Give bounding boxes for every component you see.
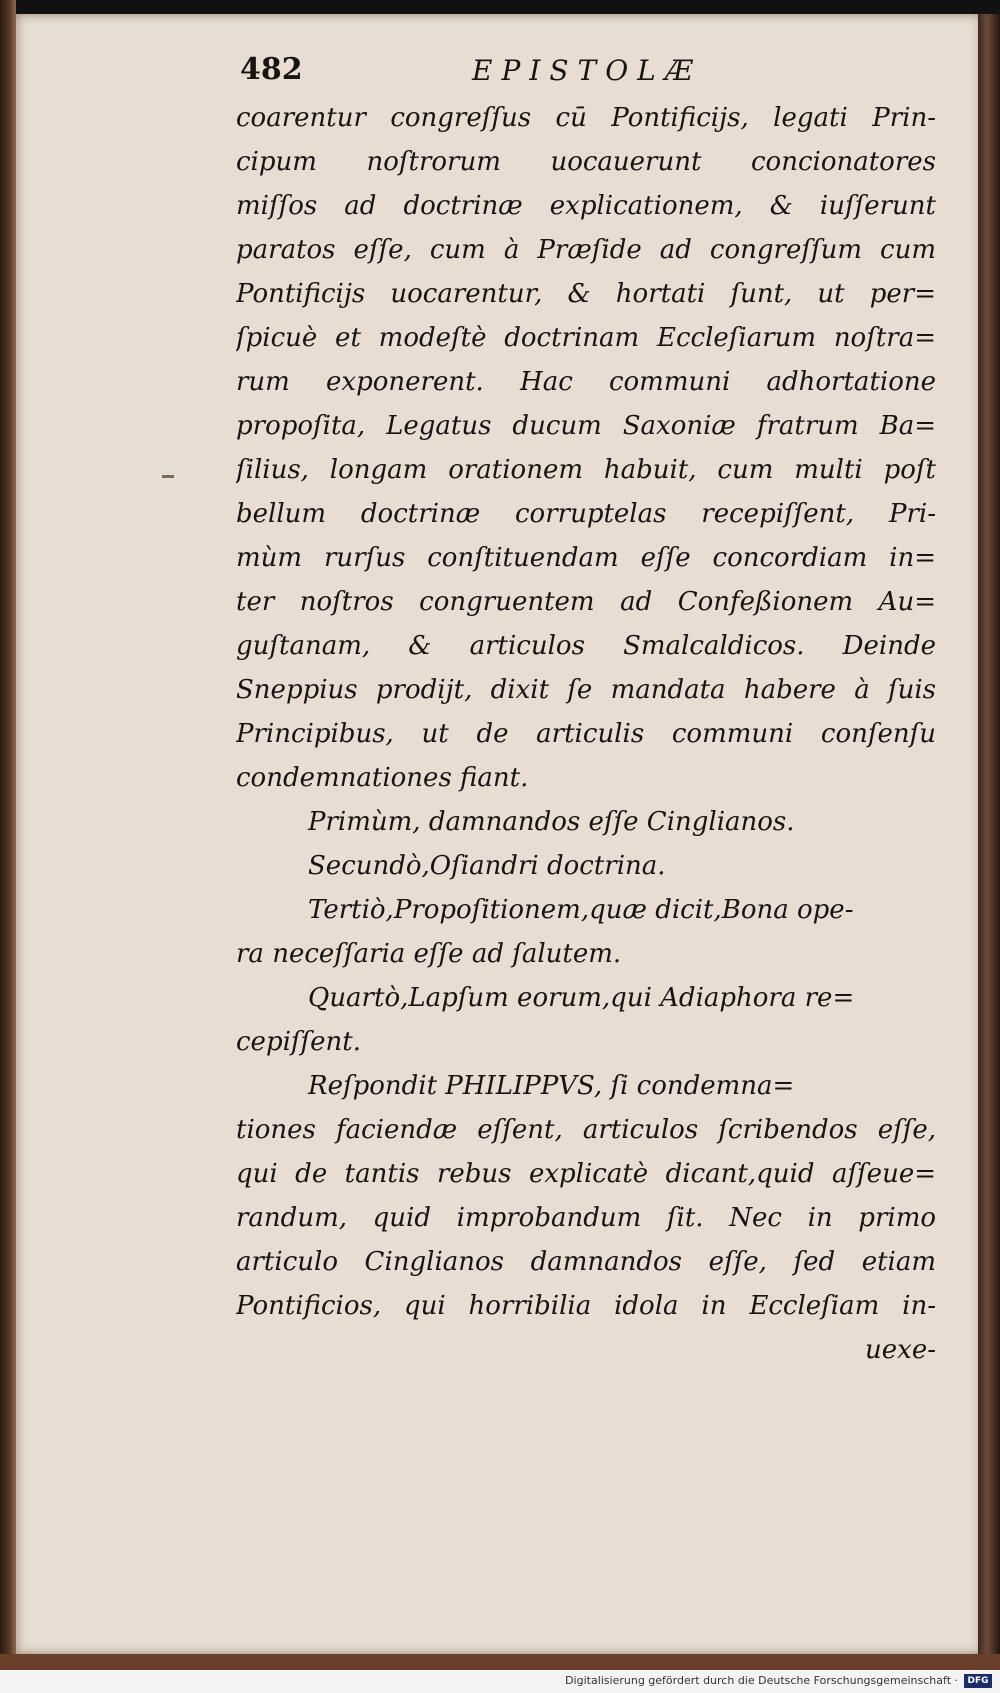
page-header	[240, 52, 940, 92]
text-line: mùm rurſus conſtituendam eſſe concordiam in=	[236, 543, 936, 573]
book-binding-edge	[0, 0, 16, 1693]
page-fore-edge	[978, 14, 1000, 1654]
body-text	[236, 96, 936, 1372]
page-number: 482	[240, 52, 303, 87]
text-line: tiones faciendæ eſſent, articulos ſcribendos eſſe,	[236, 1115, 936, 1145]
text-line: bellum doctrinæ corruptelas recepiſſent, Pri-	[236, 499, 936, 529]
text-line: Primùm, damnandos eſſe Cinglianos.	[308, 807, 795, 837]
text-line: Secundò,Oſiandri doctrina.	[308, 851, 666, 881]
text-line: Quartò,Lapſum eorum,qui Adiaphora re=	[308, 983, 855, 1013]
text-line: propoſita, Legatus ducum Saxoniæ fratrum Ba=	[236, 411, 936, 441]
text-line: Principibus, ut de articulis communi conſenſu	[236, 719, 936, 749]
digitization-footer	[0, 1670, 1000, 1693]
text-line: condemnationes fiant.	[236, 763, 529, 793]
text-line: Tertiò,Propoſitionem,quæ dicit,Bona ope-	[308, 895, 854, 925]
margin-mark	[162, 475, 174, 478]
text-line: cepiſſent.	[236, 1027, 361, 1057]
text-line: coarentur congreſſus cū Pontificijs, legati Prin-	[236, 103, 936, 133]
dfg-logo: DFG	[964, 1674, 992, 1688]
text-line: rum exponerent. Hac communi adhortatione	[236, 367, 936, 397]
text-line: ſilius, longam orationem habuit, cum multi poſt	[236, 455, 936, 485]
text-line: qui de tantis rebus explicatè dicant,quid aſſeue=	[236, 1159, 936, 1189]
text-line: ter noſtros congruentem ad Confeßionem Au=	[236, 587, 936, 617]
text-line: guſtanam, & articulos Smalcaldicos. Deinde	[236, 631, 936, 661]
text-line: cipum noſtrorum uocauerunt concionatores	[236, 147, 936, 177]
running-head: EPISTOLÆ	[472, 54, 702, 87]
footer-credit: Digitalisierung gefördert durch die Deutsche Forschungsgemeinschaft ·	[565, 1674, 958, 1687]
book-cover-bottom-edge	[0, 1654, 1000, 1670]
text-line: miſſos ad doctrinæ explicationem, & iuſſerunt	[236, 191, 936, 221]
text-line: Reſpondit PHILIPPVS, ſi condemna=	[308, 1071, 795, 1101]
text-line: randum, quid improbandum ſit. Nec in primo	[236, 1203, 936, 1233]
text-line: Pontificios, qui horribilia idola in Eccleſiam in-	[236, 1291, 936, 1321]
catchword: uexe-	[865, 1335, 936, 1365]
text-line: Sneppius prodijt, dixit ſe mandata habere à ſuis	[236, 675, 936, 705]
text-line: articulo Cinglianos damnandos eſſe, ſed etiam	[236, 1247, 936, 1277]
text-line: paratos eſſe, cum à Præſide ad congreſſum cum	[236, 235, 936, 265]
text-line: ra neceſſaria eſſe ad ſalutem.	[236, 939, 622, 969]
text-line: ſpicuè et modeſtè doctrinam Eccleſiarum noſtra=	[236, 323, 936, 353]
text-line: Pontificijs uocarentur, & hortati ſunt, ut per=	[236, 279, 936, 309]
